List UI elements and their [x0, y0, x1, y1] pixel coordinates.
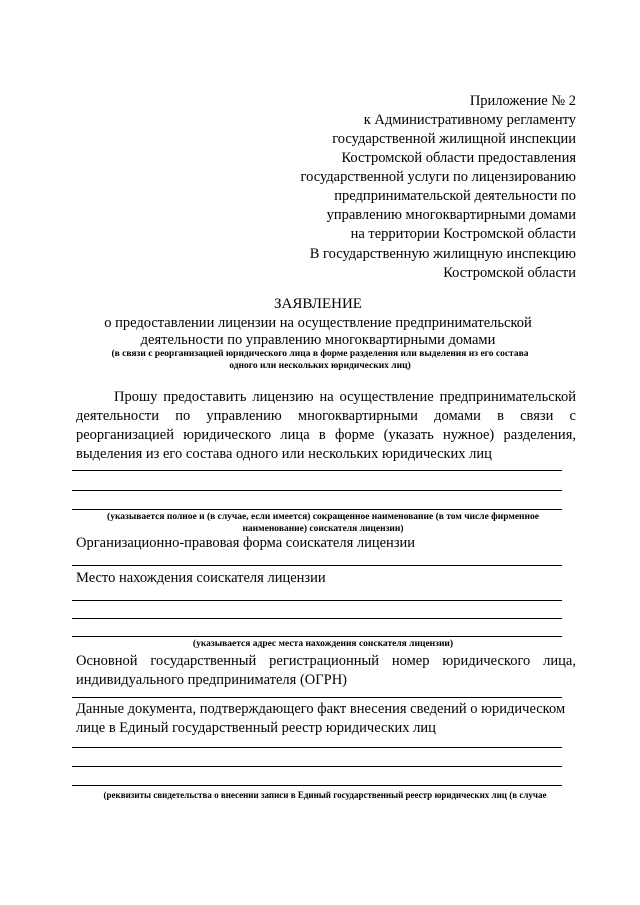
- subtitle-line: деятельности по управлению многоквартирными домами: [140, 332, 496, 348]
- applicant-name-line[interactable]: [72, 509, 562, 510]
- location-hint: (указывается адрес места нахождения соискателя лицензии): [192, 639, 454, 649]
- appendix-line: государственной услуги по лицензированию: [300, 169, 576, 185]
- document-subtitle: [60, 315, 576, 349]
- egrul-doc-label: Данные документа, подтверждающего факт внесения сведений о юридическом лице в Единый государственный реестр юридических лиц: [76, 701, 566, 736]
- appendix-line: к Административному регламенту: [363, 112, 576, 128]
- applicant-name-hint: (указывается полное и (в случае, если имеется) сокращенное наименование (в том числе фирменное наименование) соискателя лицензии): [107, 512, 539, 534]
- document-title: ЗАЯВЛЕНИЕ: [274, 296, 362, 312]
- location-line[interactable]: [72, 618, 562, 619]
- egrul-doc-line[interactable]: [72, 766, 562, 767]
- egrul-doc-line[interactable]: [72, 785, 562, 786]
- appendix-line: государственной жилищной инспекции: [332, 131, 576, 147]
- egrul-hint: (реквизиты свидетельства о внесении записи в Единый государственный реестр юридических лиц (в случае: [103, 790, 547, 800]
- subtitle-note: (в связи с реорганизацией юридического лица в форме разделения или выделения из его состава одного или нескольких юридических лиц): [111, 349, 529, 371]
- recipient-line: В государственную жилищную инспекцию: [309, 246, 576, 262]
- recipient-line: Костромской области: [443, 265, 576, 281]
- appendix-line: Приложение № 2: [469, 93, 576, 109]
- org-form-line[interactable]: [72, 565, 562, 566]
- appendix-header: [270, 92, 576, 244]
- ogrn-label: Основной государственный регистрационный номер юридического лица, индивидуального предпринимателя (ОГРН): [76, 653, 576, 688]
- location-line[interactable]: [72, 600, 562, 601]
- appendix-line: предпринимательской деятельности по: [334, 188, 576, 204]
- appendix-line: на территории Костромской области: [350, 226, 576, 242]
- location-label: Место нахождения соискателя лицензии: [76, 570, 326, 586]
- egrul-doc-line[interactable]: [72, 747, 562, 748]
- appendix-line: Костромской области предоставления: [341, 150, 576, 166]
- applicant-name-line[interactable]: [72, 490, 562, 491]
- recipient-block: [270, 245, 576, 283]
- ogrn-line[interactable]: [72, 697, 562, 698]
- org-form-label: Организационно-правовая форма соискателя лицензии: [76, 535, 416, 551]
- location-line[interactable]: [72, 636, 562, 637]
- request-paragraph: Прошу предоставить лицензию на осуществление предпринимательской деятельности по управлению многоквартирными домами в связи с реорганизацией юридического лица в форме (указать нужное) разделения, выделения из его состава одного или нескольких юридических лиц: [76, 389, 576, 462]
- appendix-line: управлению многоквартирными домами: [326, 207, 576, 223]
- applicant-name-line[interactable]: [72, 470, 562, 471]
- subtitle-line: о предоставлении лицензии на осуществление предпринимательской: [104, 315, 532, 331]
